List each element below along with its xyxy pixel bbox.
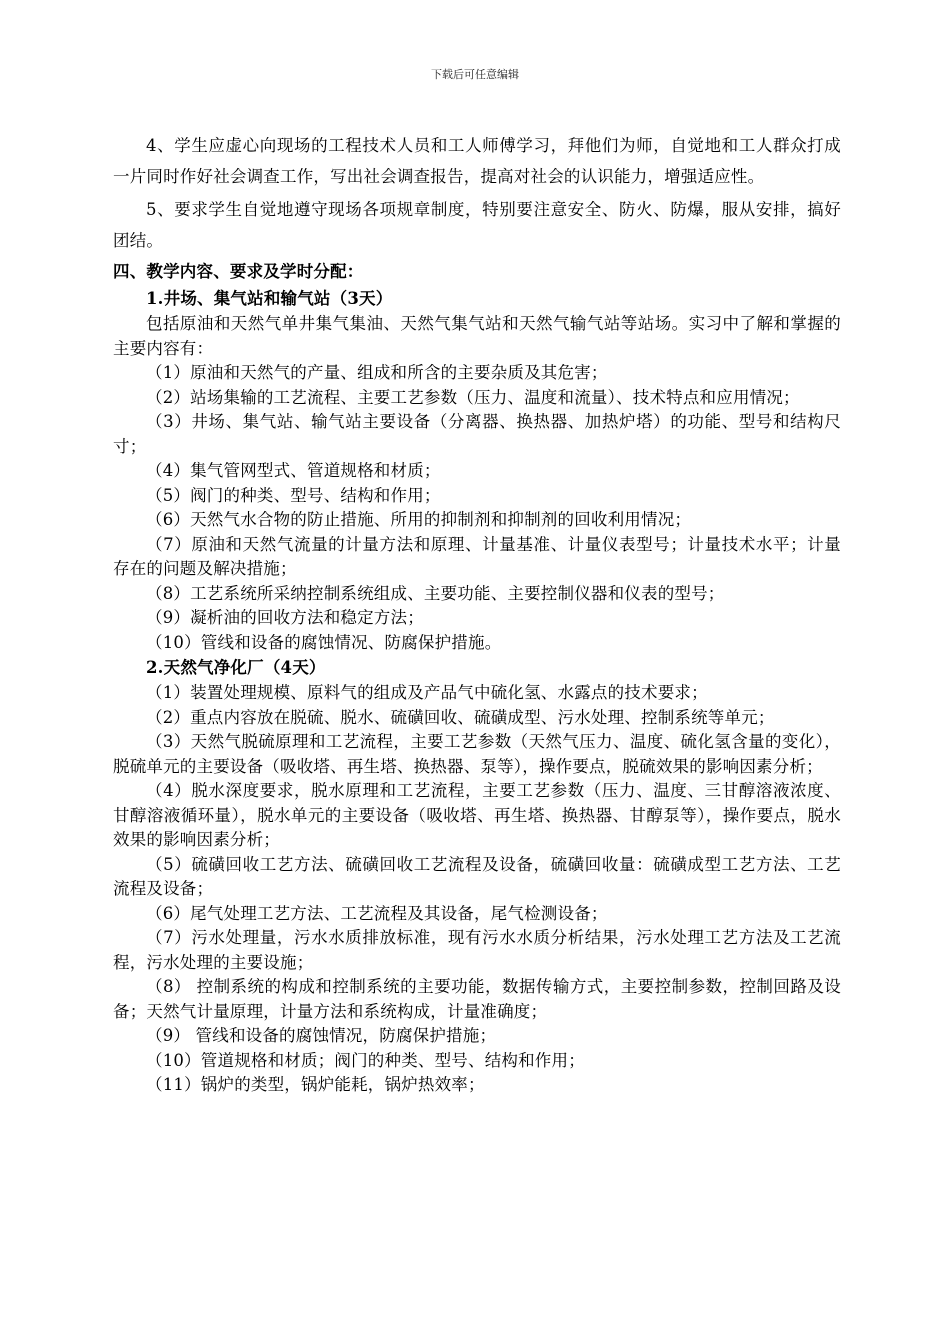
paragraph-4: 4、学生应虚心向现场的工程技术人员和工人师傅学习，拜他们为师，自觉地和工人群众打成一片同时作好社会调查工作，写出社会调查报告，提高对社会的认识能力，增强适应性。 [113, 136, 841, 186]
paragraph-5: 5、要求学生自觉地遵守现场各项规章制度，特别要注意安全、防火、防爆，服从安排，搞好团结。 [113, 200, 841, 250]
list-item: （11）锅炉的类型，锅炉能耗，锅炉热效率； [146, 1075, 485, 1094]
list-item: （10）管线和设备的腐蚀情况、防腐保护措施。 [146, 632, 502, 652]
list-item: （4）脱水深度要求，脱水原理和工艺流程，主要工艺参数（压力、温度、三甘醇溶液浓度、甘醇溶液循环量），脱水单元的主要设备（吸收塔、再生塔、换热器、甘醇泵等），操作要点，脱水效果的影响因素分析； [113, 781, 841, 849]
list-item: （2）站场集输的工艺流程、主要工艺参数（压力、温度和流量）、技术特点和应用情况； [146, 387, 800, 407]
list-item: （2）重点内容放在脱硫、脱水、硫磺回收、硫磺成型、污水处理、控制系统等单元； [146, 707, 775, 727]
list-item: （9） 管线和设备的腐蚀情况，防腐保护措施； [146, 1026, 497, 1045]
list-item: （6）尾气处理工艺方法、工艺流程及其设备，尾气检测设备； [146, 903, 608, 923]
subsection-heading-1: 1.井场、集气站和输气站（3天） [146, 289, 393, 308]
list-item: （8） 控制系统的构成和控制系统的主要功能，数据传输方式，主要控制参数，控制回路及设备；天然气计量原理，计量方法和系统构成，计量准确度； [113, 977, 841, 1021]
list-item: （4）集气管网型式、管道规格和材质； [146, 461, 441, 480]
list-item: （10）管道规格和材质；阀门的种类、型号、结构和作用； [146, 1050, 585, 1070]
list-item: （3）天然气脱硫原理和工艺流程，主要工艺参数（天然气压力、温度、硫化氢含量的变化），脱硫单元的主要设备（吸收塔、再生塔、换热器、泵等），操作要点，脱硫效果的影响因素分析； [113, 732, 841, 776]
document-body [113, 130, 841, 1098]
list-item: （3）井场、集气站、输气站主要设备（分离器、换热器、加热炉塔）的功能、型号和结构尺寸； [113, 412, 841, 456]
list-item: （5）阀门的种类、型号、结构和作用； [146, 485, 441, 505]
list-item: （9）凝析油的回收方法和稳定方法； [146, 608, 424, 627]
subsection-1-intro: 包括原油和天然气单井集气集油、天然气集气站和天然气输气站等站场。实习中了解和掌握的主要内容有： [113, 314, 841, 358]
page-header: 下载后可任意编辑 [431, 68, 519, 81]
list-item: （7）原油和天然气流量的计量方法和原理、计量基准、计量仪表型号；计量技术水平；计量存在的问题及解决措施； [113, 534, 841, 578]
list-item: （1）原油和天然气的产量、组成和所含的主要杂质及其危害； [146, 363, 608, 382]
subsection-heading-2: 2.天然气净化厂（4天） [146, 658, 326, 677]
list-item: （8）工艺系统所采纳控制系统组成、主要功能、主要控制仪器和仪表的型号； [146, 583, 725, 603]
list-item: （5）硫磺回收工艺方法、硫磺回收工艺流程及设备，硫磺回收量：硫磺成型工艺方法、工艺流程及设备； [113, 854, 841, 898]
list-item: （1）装置处理规模、原料气的组成及产品气中硫化氢、水露点的技术要求； [146, 683, 708, 702]
list-item: （7）污水处理量，污水水质排放标准，现有污水水质分析结果，污水处理工艺方法及工艺流程，污水处理的主要设施； [113, 928, 841, 972]
section-heading-4: 四、教学内容、要求及学时分配： [113, 262, 364, 281]
list-item: （6）天然气水合物的防止措施、所用的抑制剂和抑制剂的回收利用情况； [146, 510, 692, 529]
